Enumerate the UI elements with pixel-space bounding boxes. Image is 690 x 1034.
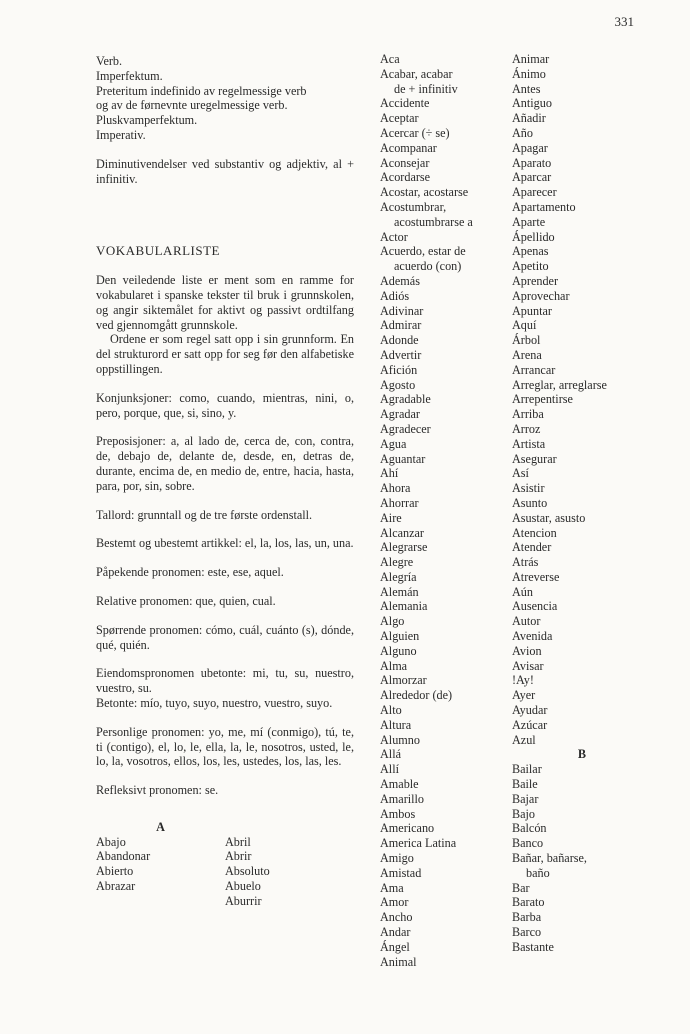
vocab-entry: de + infinitiv xyxy=(394,81,458,96)
vocab-entry: Avenida xyxy=(512,629,553,644)
vocab-entry: Ángel xyxy=(380,939,410,954)
possessives-stressed: Betonte: mío, tuyo, suyo, nuestro, vuestro, suyo. xyxy=(96,695,333,710)
vocab-entry: Aparecer xyxy=(512,185,557,200)
vocab-entry: Ápellido xyxy=(512,229,555,244)
vocab-entry: Asegurar xyxy=(512,451,557,466)
vocab-entry: Acostumbrar, xyxy=(380,199,447,214)
vocab-entry: Apuntar xyxy=(512,303,552,318)
intro-paragraph-1: Den veiledende liste er ment som en ramme for vokabularet i spanske tekster til bruk i grunnskolen, og angir siktemålet for aktivt og passivt ordtilfang ved gjennomgått grunnskole. xyxy=(96,273,354,332)
grammar-line: Verb. xyxy=(96,54,123,68)
interrogatives: Spørrende pronomen: cómo, cuál, cuánto (s), dónde, qué, quién. xyxy=(96,622,354,652)
vocab-entry: Acompanar xyxy=(380,140,437,155)
vocab-entry: Añadir xyxy=(512,111,546,126)
letter-heading-b: B xyxy=(577,747,587,762)
demonstratives: Påpekende pronomen: este, ese, aquel. xyxy=(96,565,284,580)
vocab-entry: Admirar xyxy=(380,318,422,333)
vocab-entry: acuerdo (con) xyxy=(394,259,462,274)
vocab-entry: baño xyxy=(526,865,550,880)
vocab-entry: Arrancar xyxy=(512,362,556,377)
vocab-entry: Accidente xyxy=(380,96,430,111)
vocab-entry: Autor xyxy=(512,614,541,629)
vocab-entry: Atencion xyxy=(512,525,557,540)
vocab-entry: Andar xyxy=(380,925,411,940)
vocab-list-a1 xyxy=(96,820,225,909)
reflexive-pronoun: Refleksivt pronomen: se. xyxy=(96,783,219,798)
vocab-entry: Actor xyxy=(380,229,408,244)
vocab-entry: Agosto xyxy=(380,377,416,392)
vocab-entry: Amistad xyxy=(380,865,422,880)
vocab-entry: Arriba xyxy=(512,407,544,422)
vocab-entry: Banco xyxy=(512,836,544,851)
vocab-entry: Ánimo xyxy=(512,66,546,81)
vocab-entry: Árbol xyxy=(512,333,541,348)
vocab-entry: Agradar xyxy=(380,407,420,422)
vocab-entry: Ausencia xyxy=(512,599,558,614)
vocab-entry: !Ay! xyxy=(512,673,534,688)
vocab-entry: Aparte xyxy=(512,214,546,229)
vocab-entry: Abrazar xyxy=(96,879,136,894)
vocab-a-start xyxy=(96,820,354,909)
vocab-entry: Acabar, acabar xyxy=(380,66,453,81)
vocab-entry: Aconsejar xyxy=(380,155,430,170)
vocab-entry: Acuerdo, estar de xyxy=(380,244,466,259)
vocab-entry: Bailar xyxy=(512,762,542,777)
intro-paragraph-2: Ordene er som regel satt opp i sin grunnform. En del strukturord er satt opp for seg før den alfabetiske oppstillingen. xyxy=(96,332,354,376)
vocab-entry: Arreglar, arreglarse xyxy=(512,377,607,392)
vocab-entry: Alumno xyxy=(380,732,420,747)
vocab-entry: Así xyxy=(512,466,529,481)
vocab-entry: Absoluto xyxy=(225,864,270,879)
vocab-entry: Arena xyxy=(512,347,542,362)
vocab-entry: Acercar (÷ se) xyxy=(380,125,450,140)
vocab-entry: Bar xyxy=(512,880,530,895)
vocab-entry: Asistir xyxy=(512,481,545,496)
conjunctions: Konjunksjoner: como, cuando, mientras, nini, o, pero, porque, que, si, sino, y. xyxy=(96,390,354,420)
vocab-entry: Año xyxy=(512,125,533,140)
letter-heading-a: A xyxy=(156,819,165,834)
vocab-entry: Ayudar xyxy=(512,703,548,718)
vocab-entry: Aprender xyxy=(512,273,559,288)
numerals: Tallord: grunntall og de tre første ordenstall. xyxy=(96,507,313,522)
vocab-entry: Atender xyxy=(512,540,552,555)
vocab-entry: Advertir xyxy=(380,347,422,362)
vocab-entry: Aire xyxy=(380,510,402,525)
vocab-column-3 xyxy=(512,52,652,955)
possessives: Eiendomspronomen ubetonte: mi, tu, su, nuestro, vuestro, su. xyxy=(96,666,354,696)
vocab-entry: Apenas xyxy=(512,244,549,259)
vocab-entry: Alguno xyxy=(380,643,417,658)
vocab-entry: Asustar, asusto xyxy=(512,510,586,525)
vocab-entry: Alegre xyxy=(380,555,414,570)
vocab-entry: Aburrir xyxy=(225,893,262,908)
vocab-entry: Bajo xyxy=(512,806,536,821)
vocab-entry: Alcanzar xyxy=(380,525,424,540)
vocab-entry: Amigo xyxy=(380,851,414,866)
articles: Bestemt og ubestemt artikkel: el, la, los, las, un, una. xyxy=(96,536,354,551)
vocab-column-2 xyxy=(380,52,502,969)
vocab-entry: Almorzar xyxy=(380,673,427,688)
vocab-entry: Aprovechar xyxy=(512,288,570,303)
vocab-entry: Artista xyxy=(512,436,546,451)
grammar-line: Imperativ. xyxy=(96,127,146,142)
vocab-entry: Abuelo xyxy=(225,879,261,894)
page-number: 331 xyxy=(614,14,634,29)
vocab-entry: Ayer xyxy=(512,688,536,703)
vocab-entry: Amarillo xyxy=(380,791,425,806)
vocab-entry: Abierto xyxy=(96,864,134,879)
vocab-entry: Allá xyxy=(380,747,401,762)
vocab-entry: acostumbrarse a xyxy=(394,214,473,229)
vocab-entry: Americano xyxy=(380,821,435,836)
vocab-entry: Baile xyxy=(512,777,538,792)
vocab-entry: Afición xyxy=(380,362,418,377)
vocab-entry: Altura xyxy=(380,717,412,732)
vocab-entry: Antes xyxy=(512,81,541,96)
vocab-entry: Bañar, bañarse, xyxy=(512,851,587,866)
vocab-entry: Alrededor (de) xyxy=(380,688,453,703)
vocab-entry: Allí xyxy=(380,762,399,777)
vocab-entry: Aceptar xyxy=(380,111,419,126)
vocab-entry: Ahora xyxy=(380,481,411,496)
vocab-entry: Ama xyxy=(380,880,404,895)
grammar-and-intro-column xyxy=(96,54,354,909)
relatives: Relative pronomen: que, quien, cual. xyxy=(96,593,276,608)
vocab-entry: Ancho xyxy=(380,910,413,925)
vocab-entry: America Latina xyxy=(380,836,457,851)
grammar-topics xyxy=(96,54,354,143)
vocab-entry: Aún xyxy=(512,584,533,599)
vocab-entry: Alto xyxy=(380,703,402,718)
grammar-line: Preteritum indefinido av regelmessige verb xyxy=(96,83,307,98)
grammar-line: Imperfektum. xyxy=(96,68,163,83)
vocab-entry: Algo xyxy=(380,614,405,629)
vocab-entry: Abrir xyxy=(225,849,252,864)
vocab-entry: Arroz xyxy=(512,421,541,436)
vocab-entry: Atrás xyxy=(512,555,539,570)
vocab-entry: Alguien xyxy=(380,629,420,644)
vocab-entry: Ahí xyxy=(380,466,399,481)
vocab-entry: Aca xyxy=(380,52,400,66)
vocab-entry: Abajo xyxy=(96,834,126,849)
vocab-entry: Barato xyxy=(512,895,545,910)
vocab-entry: Abandonar xyxy=(96,849,151,864)
vocab-entry: Azúcar xyxy=(512,717,548,732)
vocab-entry: Aparcar xyxy=(512,170,552,185)
vocab-entry: Aquí xyxy=(512,318,537,333)
vocab-entry: Atreverse xyxy=(512,569,560,584)
vocab-entry: Balcón xyxy=(512,821,547,836)
vocab-entry: Avisar xyxy=(512,658,544,673)
vocab-entry: Arrepentirse xyxy=(512,392,573,407)
vocab-list-a2 xyxy=(225,820,354,909)
vocab-entry: Alma xyxy=(380,658,408,673)
vocab-entry: Azul xyxy=(512,732,536,747)
section-heading: VOKABULARLISTE xyxy=(96,243,220,259)
vocab-entry: Acordarse xyxy=(380,170,431,185)
vocab-entry: Agua xyxy=(380,436,407,451)
vocab-entry: Adivinar xyxy=(380,303,424,318)
personal-pronouns: Personlige pronomen: yo, me, mí (conmigo), tú, te, ti (contigo), el, lo, le, ella, la, le, nosotros, usted, le, lo, la, vosotros, ellos, los, les, ustedes, los, las, les. xyxy=(96,724,354,769)
vocab-entry: Además xyxy=(380,273,420,288)
vocab-entry: Abril xyxy=(225,834,251,849)
vocab-entry: Barco xyxy=(512,925,542,940)
vocab-entry: Alemania xyxy=(380,599,428,614)
vocab-entry: Alegrarse xyxy=(380,540,428,555)
vocab-entry: Adiós xyxy=(380,288,410,303)
vocab-entry: Apagar xyxy=(512,140,548,155)
vocab-entry: Bastante xyxy=(512,939,554,954)
vocab-entry: Alegría xyxy=(380,569,417,584)
grammar-line: og av de førnevnte uregelmessige verb. xyxy=(96,98,288,113)
vocab-entry: Bajar xyxy=(512,791,539,806)
vocab-entry: Aparato xyxy=(512,155,552,170)
prepositions: Preposisjoner: a, al lado de, cerca de, con, contra, de, debajo de, delante de, desde, en, detras de, durante, encima de, en medio de, entre, hacia, hasta, para, por, sin, sobre. xyxy=(96,434,354,493)
diminutive-note: Diminutivendelser ved substantiv og adjektiv, al + infinitiv. xyxy=(96,156,354,186)
vocab-entry: Agradable xyxy=(380,392,431,407)
vocab-entry: Amable xyxy=(380,777,419,792)
vocab-entry: Barba xyxy=(512,910,542,925)
vocab-entry: Aguantar xyxy=(380,451,426,466)
vocab-entry: Avion xyxy=(512,643,542,658)
vocab-entry: Agradecer xyxy=(380,421,431,436)
vocab-entry: Animal xyxy=(380,954,417,969)
grammar-line: Pluskvamperfektum. xyxy=(96,113,198,128)
vocab-entry: Antiguo xyxy=(512,96,552,111)
vocab-entry: Alemán xyxy=(380,584,419,599)
vocab-entry: Acostar, acostarse xyxy=(380,185,469,200)
vocab-entry: Ambos xyxy=(380,806,416,821)
vocab-entry: Apartamento xyxy=(512,199,576,214)
vocab-entry: Apetito xyxy=(512,259,549,274)
vocab-entry: Ahorrar xyxy=(380,495,419,510)
vocab-entry: Animar xyxy=(512,52,550,66)
vocab-entry: Adonde xyxy=(380,333,419,348)
vocab-entry: Asunto xyxy=(512,495,548,510)
vocab-entry: Amor xyxy=(380,895,409,910)
